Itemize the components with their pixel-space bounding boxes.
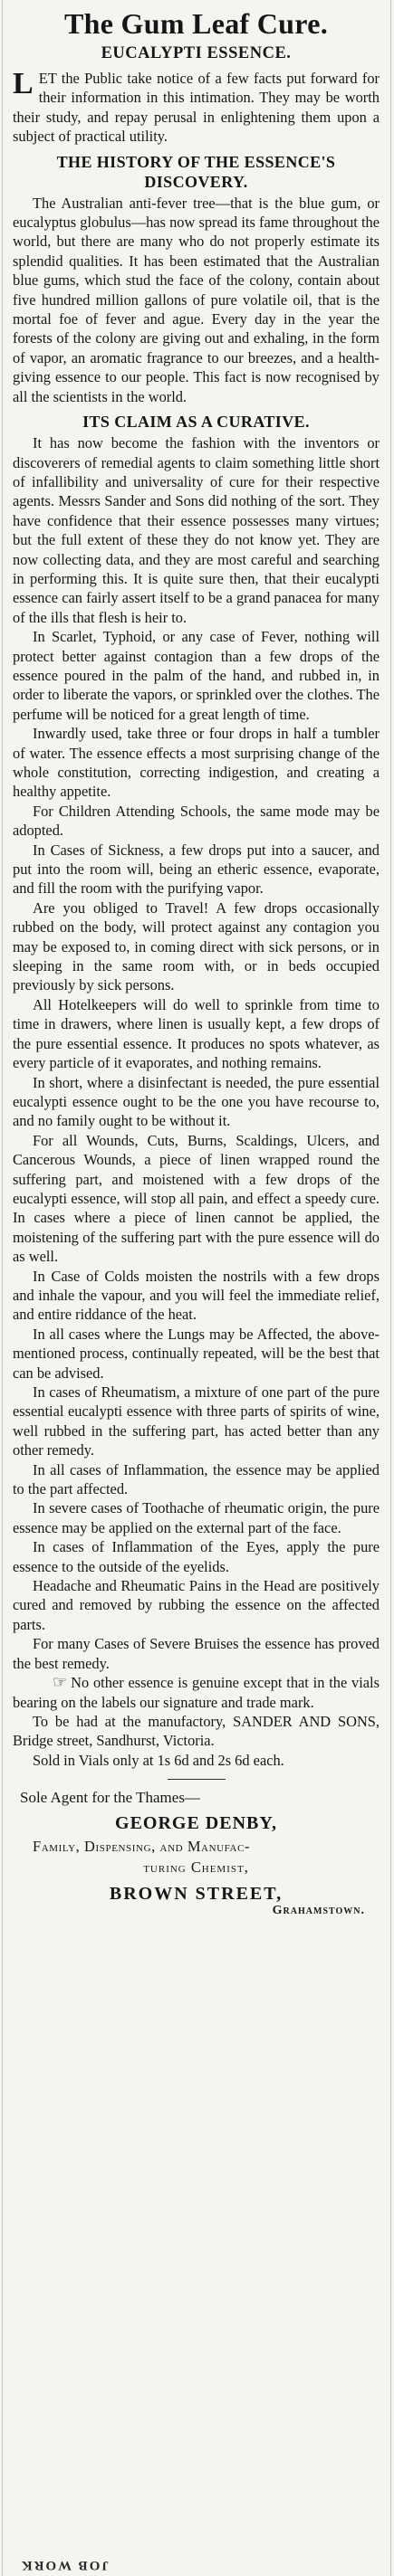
intro-text: ET the Public take notice of a few facts put forward for their information in this intimation. They may be worth their study, and repay perusal in enlightening them upon a subject of practical utility. — [13, 70, 380, 146]
price-line: Sold in Vials only at 1s 6d and 2s 6d each. — [33, 1751, 284, 1769]
section-history — [13, 152, 380, 406]
agent-description: Family, Dispensing, and Manufac- — [33, 1838, 251, 1856]
ad-title: The Gum Leaf Cure. — [63, 7, 329, 40]
bleed-through-text: JOB WORK — [20, 2558, 109, 2572]
intro-dropcap: L — [13, 67, 34, 100]
section-paragraph: For Children Attending Schools, the same mode may be adopted. — [13, 802, 380, 840]
left-column-rule — [2, 0, 3, 2576]
section-paragraph: In all cases where the Lungs may be Affected, the above-mentioned process, continually repeated, will be the best that can be advised. — [13, 1325, 380, 1382]
section-curative — [13, 412, 380, 1673]
right-column-rule — [390, 0, 391, 2576]
section-paragraph: In Scarlet, Typhoid, or any case of Fever, nothing will protect better against contagion than a few drops of the essence poured in the palm of the hand, and rubbed in, in order to liberate the vapors, or sprinkled over the clothes. The perfume will be noticed for a great length of time. — [13, 628, 380, 723]
agent-town: Grahamstown. — [272, 1904, 365, 1918]
ad-subtitle: EUCALYPTI ESSENCE. — [101, 44, 292, 62]
agent-description-continued: turing Chemist, — [143, 1858, 249, 1877]
section-paragraph: For all Wounds, Cuts, Burns, Scaldings, Ulcers, and Cancerous Wounds, a piece of linen wrapped round the suffering part, and moistened with a few drops of the eucalypti essence, will stop all pain, and effect a speedy cure. In cases where a piece of linen cannot be applied, the moistening of the suffering part with the pure essence will do as well. — [13, 1131, 380, 1266]
section-paragraph: In cases of Rheumatism, a mixture of one part of the pure essential eucalypti essence with three parts of spirits of wine, well rubbed in the suffering part, has acted better than any other remedy. — [13, 1383, 380, 1459]
genuine-notice — [13, 1673, 380, 1712]
section-paragraph: In short, where a disinfectant is needed, the pure essential eucalypti essence ought to be the one you have recourse to, and no family ought to be without it. — [13, 1073, 380, 1130]
section-paragraph: In Cases of Sickness, a few drops put into a saucer, and put into the room will, being an etheric essence, evaporate, and fill the room with the purifying vapor. — [13, 841, 380, 898]
agent-name: GEORGE DENBY, — [115, 1813, 277, 1834]
section-paragraph: In all cases of Inflammation, the essence may be applied to the part affected. — [13, 1460, 380, 1498]
divider — [168, 1779, 226, 1780]
section-paragraph: Headache and Rheumatic Pains in the Head are positively cured and removed by rubbing the essence on the affected parts. — [13, 1577, 380, 1633]
agent-street: BROWN STREET, — [109, 1884, 283, 1905]
section-paragraph: It has now become the fashion with the inventors or discoverers of remedial agents to claim something little short of infallibility and universality of cure for their respective agents. Messrs Sander and Sons did nothing of the sort. They have confidence that their essence possesses many virtues; but the full extent of these they do not know yet. They are now collecting data, and they are most careful and searching in performing this. It is quite sure then, that their eucalypti essence can fairly assert itself to be a grand panacea for many of the ills that flesh is heir to. — [13, 434, 380, 626]
genuine-notice-text: No other essence is genuine except that in the vials bearing on the labels our signature and trade mark. — [13, 1674, 380, 1711]
agent-block — [13, 1787, 380, 1919]
section-paragraph: Are you obliged to Travel! A few drops occasionally rubbed on the body, will protect against any contagion you may be exposed to, in coming direct with sick persons, or in sleeping in the same room with, or in beds occupied previously by sick persons. — [13, 898, 380, 994]
section-paragraph: Inwardly used, take three or four drops in half a tumbler of water. The essence effects a most surprising change of the whole constitution, correcting indigestion, and creating a healthy appetite. — [13, 725, 380, 801]
section-paragraph: In Case of Colds moisten the nostrils with a few drops and inhale the vapour, and you will feel the immediate relief, and entire riddance of the heat. — [13, 1267, 380, 1324]
section-paragraph: All Hotelkeepers will do well to sprinkle from time to time in drawers, where linen is usually kept, a few drops of the pure essential essence. It produces no spots whatever, as every particle of it evaporates, and nothing remains. — [13, 995, 380, 1072]
agent-label: Sole Agent for the Thames— — [20, 1789, 200, 1807]
section-heading: ITS CLAIM AS A CURATIVE. — [82, 413, 310, 432]
section-paragraph: The Australian anti-fever tree—that is the blue gum, or eucalyptus globulus—has now spread its fame throughout the world, but there are many who do not properly estimate its splendid qualities. It has been estimated that the Australian blue gums, which stud the face of the colony, contain about five hundred million gallons of pure volatile oil, that is the mortal foe of fever and ague. Every day in the year the forests of the colony are giving out and exhaling, in the form of vapor, an aromatic fragrance to our breezes, and a health-giving essence to our people. This fact is now recognised by all the scientists in the world. — [13, 194, 380, 405]
pointing-hand-icon: ☞ — [53, 1673, 68, 1692]
section-heading: THE HISTORY OF THE ESSENCE'S DISCOVERY. — [56, 152, 336, 191]
manufactory-line: To be had at the manufactory, SANDER AND SONS, Bridge street, Sandhurst, Victoria. — [13, 1712, 380, 1750]
section-paragraph: In cases of Inflammation of the Eyes, apply the pure essence to the outside of the eyelids. — [13, 1538, 380, 1575]
section-paragraph: In severe cases of Toothache of rheumatic origin, the pure essence may be applied on the external part of the face. — [13, 1499, 380, 1536]
intro-paragraph — [13, 69, 380, 147]
section-paragraph: For many Cases of Severe Bruises the essence has proved the best remedy. — [13, 1635, 380, 1672]
